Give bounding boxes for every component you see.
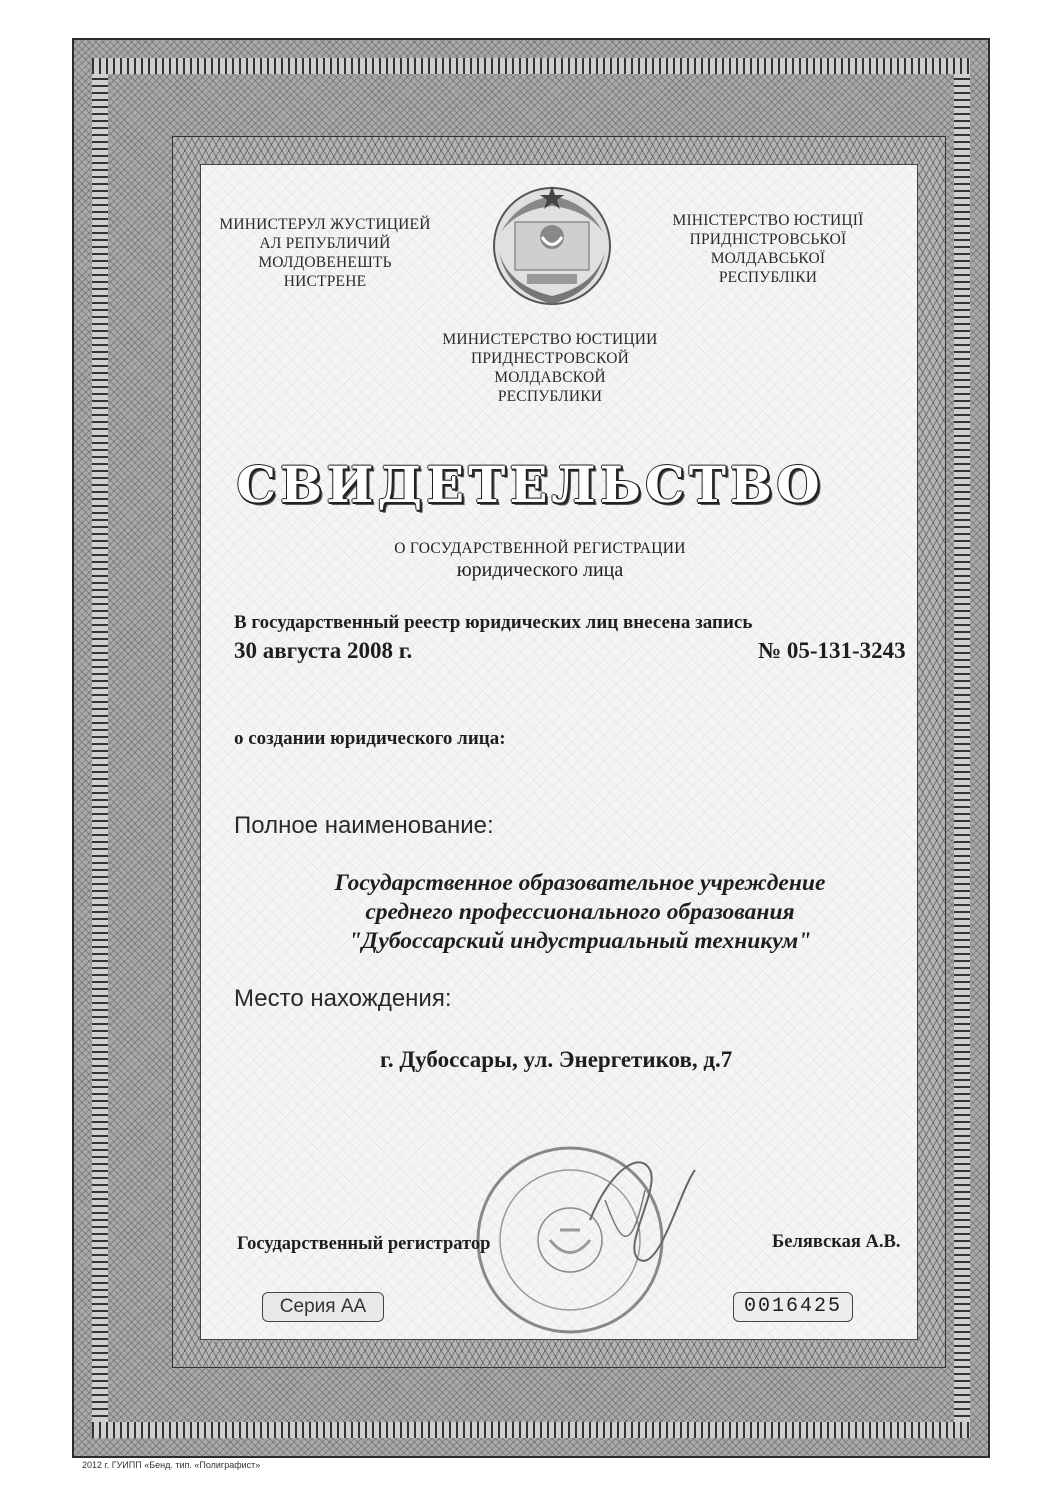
ministry-moldovan xyxy=(205,215,445,291)
ministry-line: РЕСПУБЛІКИ xyxy=(718,269,818,286)
ministry-line: МІНІСТЕРСТВО ЮСТИЦІЇ xyxy=(672,212,864,229)
ministry-line: МИНИСТЕРУЛ ЖУСТИЦИЕЙ xyxy=(219,216,431,233)
ministry-line: ПРИДНІСТРОВСЬКОЇ xyxy=(689,231,847,248)
registrar-name: Белявская А.В. xyxy=(772,1232,901,1252)
ministry-line: ПРИДНЕСТРОВСКОЙ xyxy=(470,350,630,367)
ministry-line: МИНИСТЕРСТВО ЮСТИЦИИ xyxy=(442,331,658,348)
document-title: СВИДЕТЕЛЬСТВО xyxy=(236,455,824,514)
subtitle-legal-entity: юридического лица xyxy=(456,559,624,581)
ministry-line: НИСТРЕНЕ xyxy=(283,273,367,290)
state-emblem-icon xyxy=(487,182,617,310)
record-intro: В государственный реестр юридических лиц внесена запись xyxy=(234,612,753,633)
organization-name-line: среднего профессионального образования xyxy=(365,899,795,925)
creation-label: о создании юридического лица: xyxy=(234,728,506,749)
organization-full-name xyxy=(240,869,920,956)
full-name-label: Полное наименование: xyxy=(234,812,494,839)
serial-number-box: 0016425 xyxy=(733,1292,853,1322)
ministry-line: МОЛДОВЕНЕШТЬ xyxy=(258,254,392,271)
series-box: Серия АА xyxy=(262,1292,384,1322)
ministry-line: МОЛДАВСЬКОЇ xyxy=(710,250,826,267)
location-label: Место нахождения: xyxy=(234,985,452,1012)
ministry-line: АЛ РЕПУБЛИЧИЙ xyxy=(259,235,391,252)
record-number: № 05-131-3243 xyxy=(758,638,906,663)
printing-imprint: 2012 г. ГУИПП «Бенд. тип. «Полиграфист» xyxy=(82,1460,261,1470)
official-seal-icon xyxy=(470,1130,700,1360)
record-date: 30 августа 2008 г. xyxy=(234,638,413,663)
organization-name-line: "Дубоссарский индустриальный техникум" xyxy=(348,928,812,954)
ministry-ukrainian xyxy=(648,211,888,287)
ministry-line: РЕСПУБЛИКИ xyxy=(497,388,603,405)
organization-name-line: Государственное образовательное учреждение xyxy=(334,870,826,896)
registrar-label: Государственный регистратор xyxy=(237,1234,491,1254)
ministry-line: МОЛДАВСКОЙ xyxy=(494,369,606,386)
location-address: г. Дубоссары, ул. Энергетиков, д.7 xyxy=(380,1047,733,1072)
subtitle-registration: О ГОСУДАРСТВЕННОЙ РЕГИСТРАЦИИ xyxy=(394,540,686,557)
ministry-russian xyxy=(420,330,680,406)
